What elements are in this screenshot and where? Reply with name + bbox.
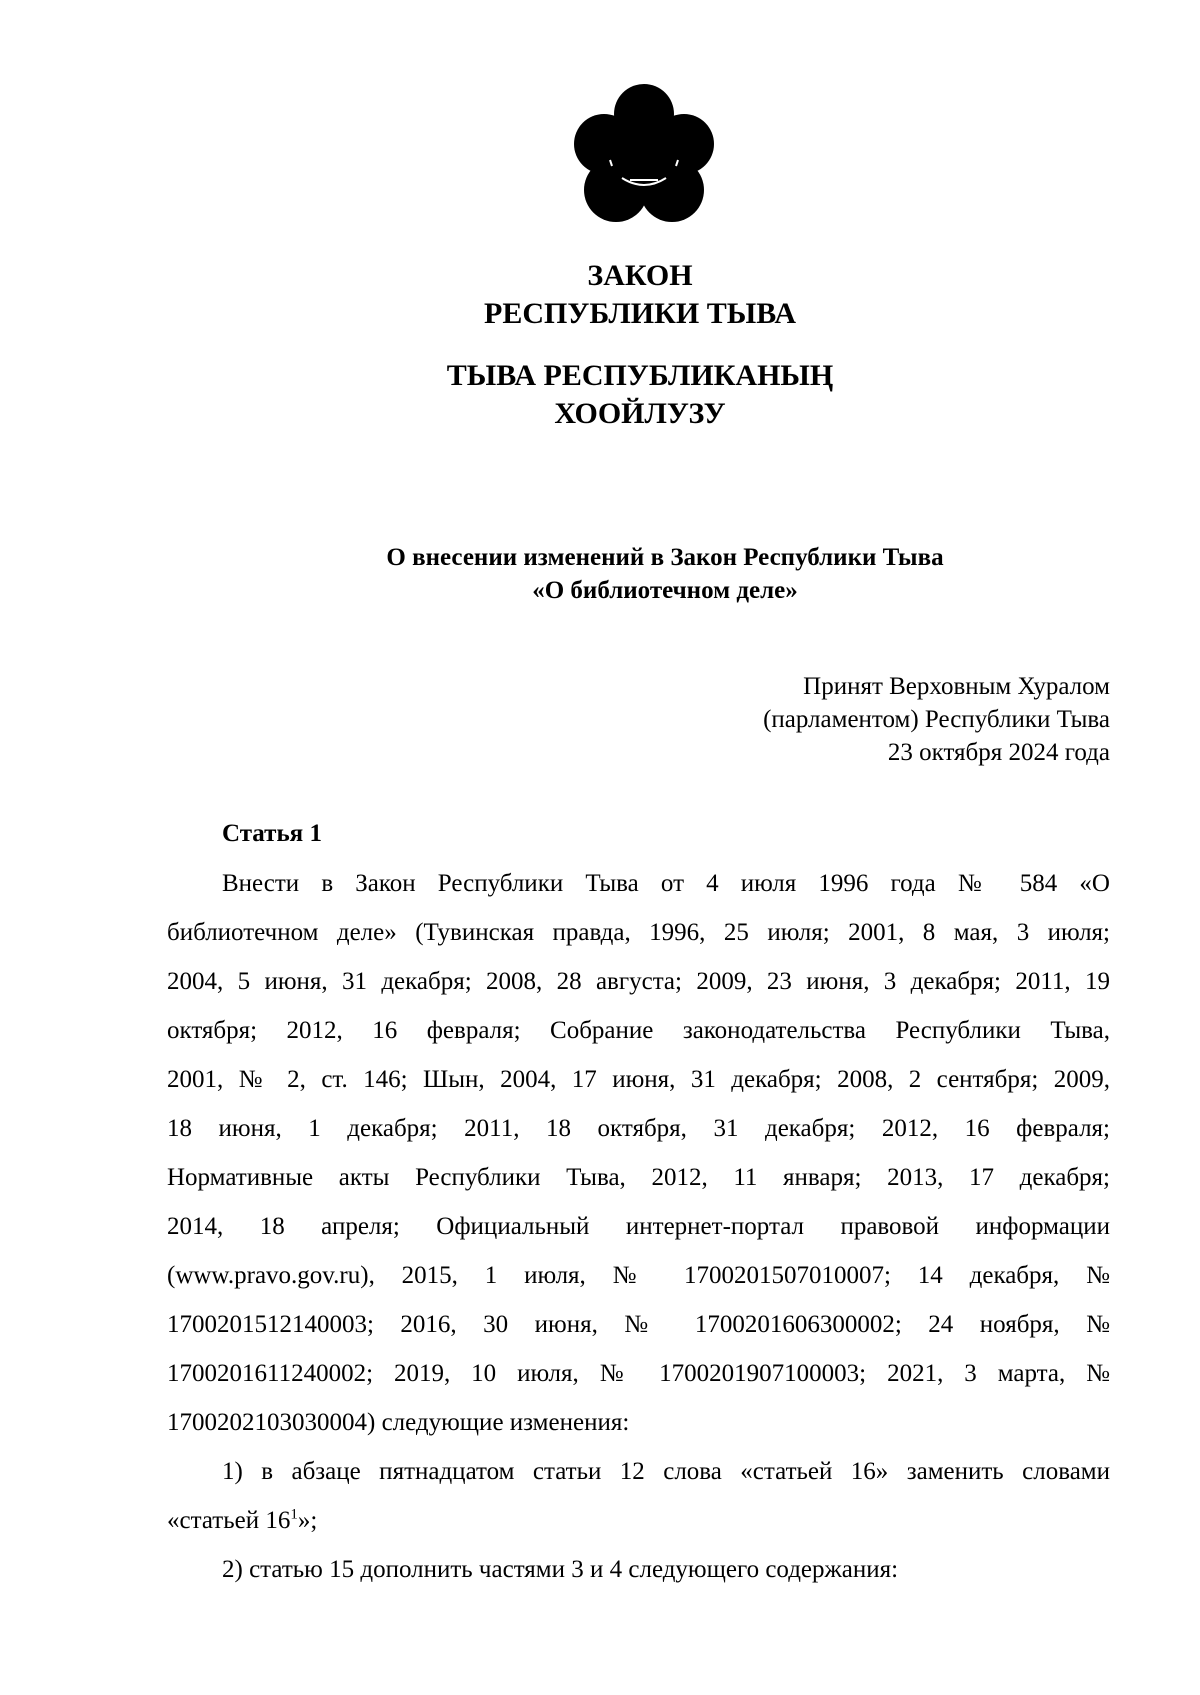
adoption-line1: Принят Верховным Хуралом xyxy=(803,673,1110,700)
amendment-item-1-tail: »; xyxy=(297,1507,318,1534)
article-text-line: (www.pravo.gov.ru), 2015, 1 июля, № 1700201507010007; 14 декабря, № xyxy=(167,1262,1110,1289)
amendment-item-1-line1: 1) в абзаце пятнадцатом статьи 12 слова «статьей 16» заменить словами xyxy=(222,1458,1110,1485)
amendment-item-2: 2) статью 15 дополнить частями 3 и 4 следующего содержания: xyxy=(222,1556,899,1583)
article-text-line: октября; 2012, 16 февраля; Собрание законодательства Республики Тыва, xyxy=(167,1017,1110,1044)
article-text-line: библиотечном деле» (Тувинская правда, 1996, 25 июля; 2001, 8 мая, 3 июля; xyxy=(167,919,1110,946)
law-subject xyxy=(0,541,1200,607)
law-title-ru-line1: ЗАКОН xyxy=(587,259,693,292)
law-subject-line2: «О библиотечном деле» xyxy=(532,577,798,604)
article-text-line: 18 июня, 1 декабря; 2011, 18 октября, 31 декабря; 2012, 16 февраля; xyxy=(167,1115,1110,1142)
amendment-item-1-text: «статьей 16 xyxy=(167,1507,291,1534)
law-title-tuvan xyxy=(0,357,1200,433)
article-text-line: 2004, 5 июня, 31 декабря; 2008, 28 августа; 2009, 23 июня, 3 декабря; 2011, 19 xyxy=(167,968,1110,995)
adoption-line2: (парламентом) Республики Тыва xyxy=(763,706,1110,733)
superscript-index: 1 xyxy=(290,1506,298,1523)
amendment-item-1-line2 xyxy=(167,1504,1110,1537)
article-text-line: 1700202103030004) следующие изменения: xyxy=(167,1409,630,1436)
adoption-date: 23 октября 2024 года xyxy=(887,739,1110,766)
article-text-line: Нормативные акты Республики Тыва, 2012, 11 января; 2013, 17 декабря; xyxy=(167,1164,1110,1191)
adoption-note xyxy=(763,670,1110,769)
law-subject-line1: О внесении изменений в Закон Республики Тыва xyxy=(386,544,944,571)
law-title-ru-line2: РЕСПУБЛИКИ ТЫВА xyxy=(484,297,796,330)
article-text-line: 2001, № 2, ст. 146; Шын, 2004, 17 июня, 31 декабря; 2008, 2 сентября; 2009, xyxy=(167,1066,1110,1093)
article-text-line: Внести в Закон Республики Тыва от 4 июля 1996 года № 584 «О xyxy=(222,870,1110,897)
article-heading: Статья 1 xyxy=(222,820,322,847)
law-title-russian xyxy=(0,257,1200,333)
article-text-line: 2014, 18 апреля; Официальный интернет-портал правовой информации xyxy=(167,1213,1110,1240)
tuva-coat-of-arms-icon xyxy=(570,80,718,230)
article-text-line: 1700201611240002; 2019, 10 июля, № 1700201907100003; 2021, 3 марта, № xyxy=(167,1360,1110,1387)
law-title-tyv-line1: ТЫВА РЕСПУБЛИКАНЫҢ xyxy=(446,359,834,392)
article-text-line: 1700201512140003; 2016, 30 июня, № 1700201606300002; 24 ноября, № xyxy=(167,1311,1110,1338)
law-title-tyv-line2: ХООЙЛУЗУ xyxy=(554,397,726,430)
